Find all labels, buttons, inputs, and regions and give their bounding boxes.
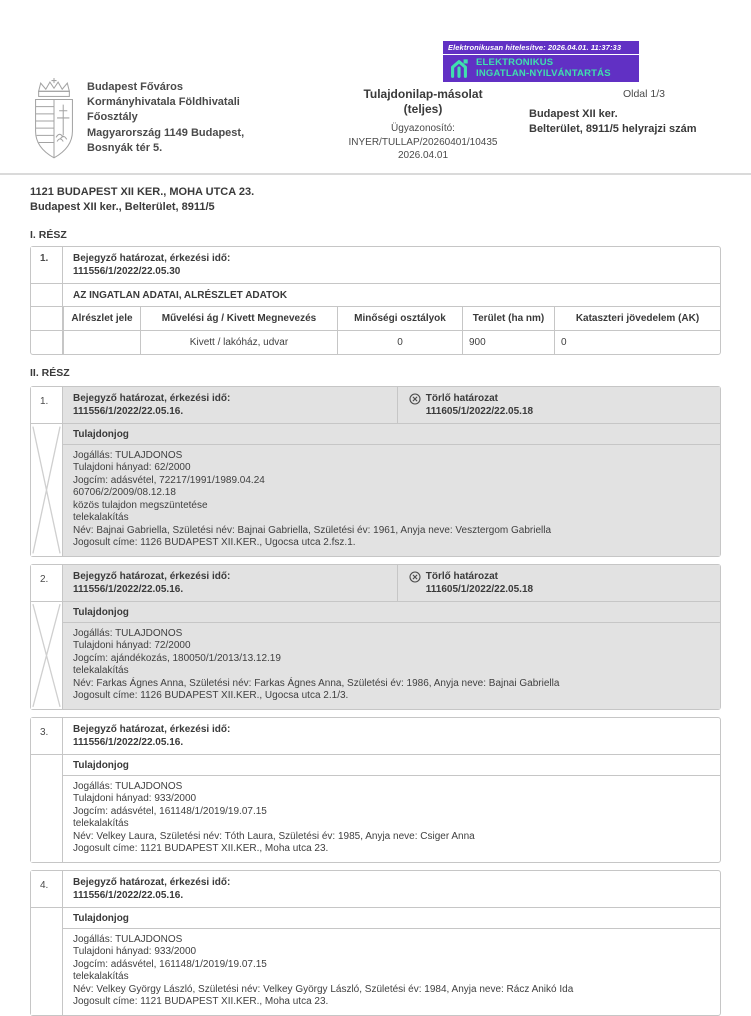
registration-decision [63,565,397,601]
text-line: Jogállás: TULAJDONOS [73,449,183,461]
text-line: Jogosult címe: 1121 BUDAPEST XII.KER., Moha utca 23. [73,843,329,855]
right-type-title: Tulajdonjog [63,908,720,929]
ownership-entry-4 [30,870,721,1016]
decision-label: Bejegyző határozat, érkezési idő: [73,252,231,264]
registry-name [476,58,611,79]
text-line: Bosnyák tér 5. [87,141,163,154]
text-line: Kormányhivatala Földhivatali [87,96,240,109]
left-spacer-cell [31,755,63,862]
cell-terulet: 900 [462,331,554,354]
col-header-kataszteri: Kataszteri jövedelem (AK) [554,307,720,330]
text-line: Jogállás: TULAJDONOS [73,780,183,792]
entry-number: 4. [31,871,63,907]
document-title-type: (teljes) [403,102,443,116]
entry-number: 2. [31,565,63,601]
cell-alreszlet [63,331,140,354]
decision-label: Bejegyző határozat, érkezési idő: [73,392,231,404]
title-block [317,78,529,164]
document-title: Tulajdonilap-másolat [363,87,483,101]
text-line: Budapest Főváros [87,81,183,93]
col-header-alreszlet: Alrészlet jele [63,307,140,330]
cancelled-cross-mark [31,602,63,709]
entry-body-row [31,755,720,862]
text-line: Jogcím: adásvétel, 161148/1/2019/19.07.15 [73,958,267,970]
text-line: 60706/2/2009/08.12.18 [73,487,176,499]
entry-header-row [31,871,720,908]
cancelled-cross-mark [31,424,63,556]
text-line: Jogállás: TULAJDONOS [73,627,183,639]
circle-x-icon [409,393,421,405]
property-district: Budapest XII ker. [529,108,618,120]
decision-label: Bejegyző határozat, érkezési idő: [73,723,231,735]
decision-value: 111556/1/2022/22.05.16. [73,736,184,748]
header-right [529,78,721,164]
text-line: Főosztály [87,111,138,124]
property-address [0,175,751,215]
ei-registry-logo-box [443,55,639,82]
issuer-address [87,78,244,164]
text-line: telekalakítás [73,512,129,524]
case-date: 2026.04.01 [397,150,449,161]
decision-label: Bejegyző határozat, érkezési idő: [73,876,231,888]
entry-body-row [31,908,720,1015]
right-type-title: Tulajdonjog [63,755,720,776]
text-line: Tulajdoni hányad: 933/2000 [73,793,197,805]
cancellation-decision [397,387,720,423]
decision-value: 111556/1/2022/22.05.16. [73,583,184,595]
cancel-decision-value: 111605/1/2022/22.05.18 [425,405,534,417]
text-line: telekalakítás [73,971,129,983]
text-line: telekalakítás [73,665,129,677]
spacer-cell [31,331,63,354]
cancel-label: Törlő határozat [425,570,498,582]
registration-decision [63,871,397,907]
right-type-title: Tulajdonjog [63,424,720,445]
e-certification-badge [443,41,639,82]
text-line: Jogosult címe: 1126 BUDAPEST XII.KER., Ugocsa utca 2.fsz.1. [73,537,356,549]
registration-decision [63,387,397,423]
case-id-value: INYER/TULLAP/20260401/10435 [348,136,498,148]
ei-house-logo-icon [448,58,470,80]
cell-minosegi: 0 [337,331,462,354]
part1-decision-row [31,247,720,284]
col-header-terulet: Terület (ha nm) [462,307,554,330]
ownership-entry-3 [30,717,721,863]
text-line: Magyarország 1149 Budapest, [87,126,245,139]
entry-header-row [31,718,720,755]
hungary-coat-of-arms-icon [30,78,78,164]
property-identifier [529,107,721,137]
cell-muvelesi-ag: Kivett / lakóház, udvar [140,331,337,354]
cross-out-icon [31,602,62,709]
owner-details [63,929,720,1015]
cancel-label: Törlő határozat [425,392,498,404]
text-line: közös tulajdon megszüntetése [73,499,208,511]
entry-number: 3. [31,718,63,754]
entry-number: 1. [31,387,63,423]
text-line: Jogosult címe: 1121 BUDAPEST XII.KER., Moha utca 23. [73,996,329,1008]
owner-details [63,776,720,862]
text-line: Név: Bajnai Gabriella, Születési név: Bajnai Gabriella, Születési év: 1961, Anyja neve: Vesztergom Gabriella [73,524,552,536]
decision-value: 111556/1/2022/22.05.16. [73,405,184,417]
registration-decision [63,247,720,283]
text-line: Név: Velkey György László, Születési név: Velkey György László, Születési év: 1984, Anyja neve: Rácz Anikó Ida [73,983,574,995]
col-header-minosegi: Minőségi osztályok [337,307,462,330]
decision-value: 111556/1/2022/22.05.16. [73,889,184,901]
part1-subtitle-row [31,284,720,307]
text-line: Jogcím: adásvétel, 161148/1/2019/19.07.15 [73,805,267,817]
text-line: Név: Farkas Ágnes Anna, Születési név: Farkas Ágnes Anna, Születési év: 1986, Anyja neve: Bajnai Gabriella [73,677,560,689]
cancel-decision-value: 111605/1/2022/22.05.18 [425,583,534,595]
spacer-cell [31,307,63,330]
certified-timestamp: Elektronikusan hitelesítve: 2026.04.01. 11:37:33 [443,41,639,54]
spacer-cell [31,284,63,306]
text-line: Tulajdoni hányad: 933/2000 [73,946,197,958]
registry-name-line1: ELEKTRONIKUS [476,56,554,68]
registration-decision [63,718,397,754]
row-number: 1. [31,247,63,283]
registry-name-line2: INGATLAN-NYILVÁNTARTÁS [476,67,611,79]
entry-header-row [31,565,720,602]
ownership-entry-2 [30,564,721,710]
parcel-table-row [31,331,720,354]
text-line: Jogállás: TULAJDONOS [73,933,183,945]
owner-details [63,445,720,556]
case-info [317,122,529,163]
circle-x-icon [409,571,421,583]
property-address-line2: Budapest XII ker., Belterület, 8911/5 [30,200,215,213]
right-type-title: Tulajdonjog [63,602,720,623]
text-line: Tulajdoni hányad: 62/2000 [73,462,191,474]
decision-value: 111556/1/2022/22.05.30 [73,265,181,277]
property-address-line1: 1121 BUDAPEST XII KER., MOHA UTCA 23. [30,186,255,198]
part1-label: I. RÉSZ [30,228,67,241]
entry-body-row [31,602,720,709]
text-line: telekalakítás [73,818,129,830]
cancellation-decision [397,565,720,601]
col-header-muvelesi-ag: Művelési ág / Kivett Megnevezés [140,307,337,330]
decision-label: Bejegyző határozat, érkezési idő: [73,570,231,582]
text-line: Jogcím: adásvétel, 72217/1991/1989.04.24 [73,474,265,486]
text-line: Jogcím: ajándékozás, 180050/1/2013/13.12.19 [73,652,281,664]
entry-body-row [31,424,720,556]
cross-out-icon [31,424,62,556]
text-line: Tulajdoni hányad: 72/2000 [73,640,191,652]
parcel-table-header [31,307,720,331]
cell-kataszteri: 0 [554,331,720,354]
text-line: Név: Velkey Laura, Születési név: Tóth Laura, Születési év: 1985, Anyja neve: Csiger Anna [73,830,475,842]
case-id-label: Ügyazonosító: [391,123,455,134]
property-parcel: Belterület, 8911/5 helyrajzi szám [529,122,697,135]
part2-label: II. RÉSZ [30,366,70,379]
parcel-data-title: AZ INGATLAN ADATAI, ALRÉSZLET ADATOK [73,289,288,301]
page-indicator: Oldal 1/3 [622,88,665,100]
owner-details [63,623,720,709]
part1-box [30,246,721,355]
issuing-office [30,78,317,164]
entry-header-row [31,387,720,424]
text-line: Jogosult címe: 1126 BUDAPEST XII.KER., Ugocsa utca 2.1/3. [73,690,349,702]
ownership-entry-1 [30,386,721,557]
document-header [0,0,751,164]
left-spacer-cell [31,908,63,1015]
